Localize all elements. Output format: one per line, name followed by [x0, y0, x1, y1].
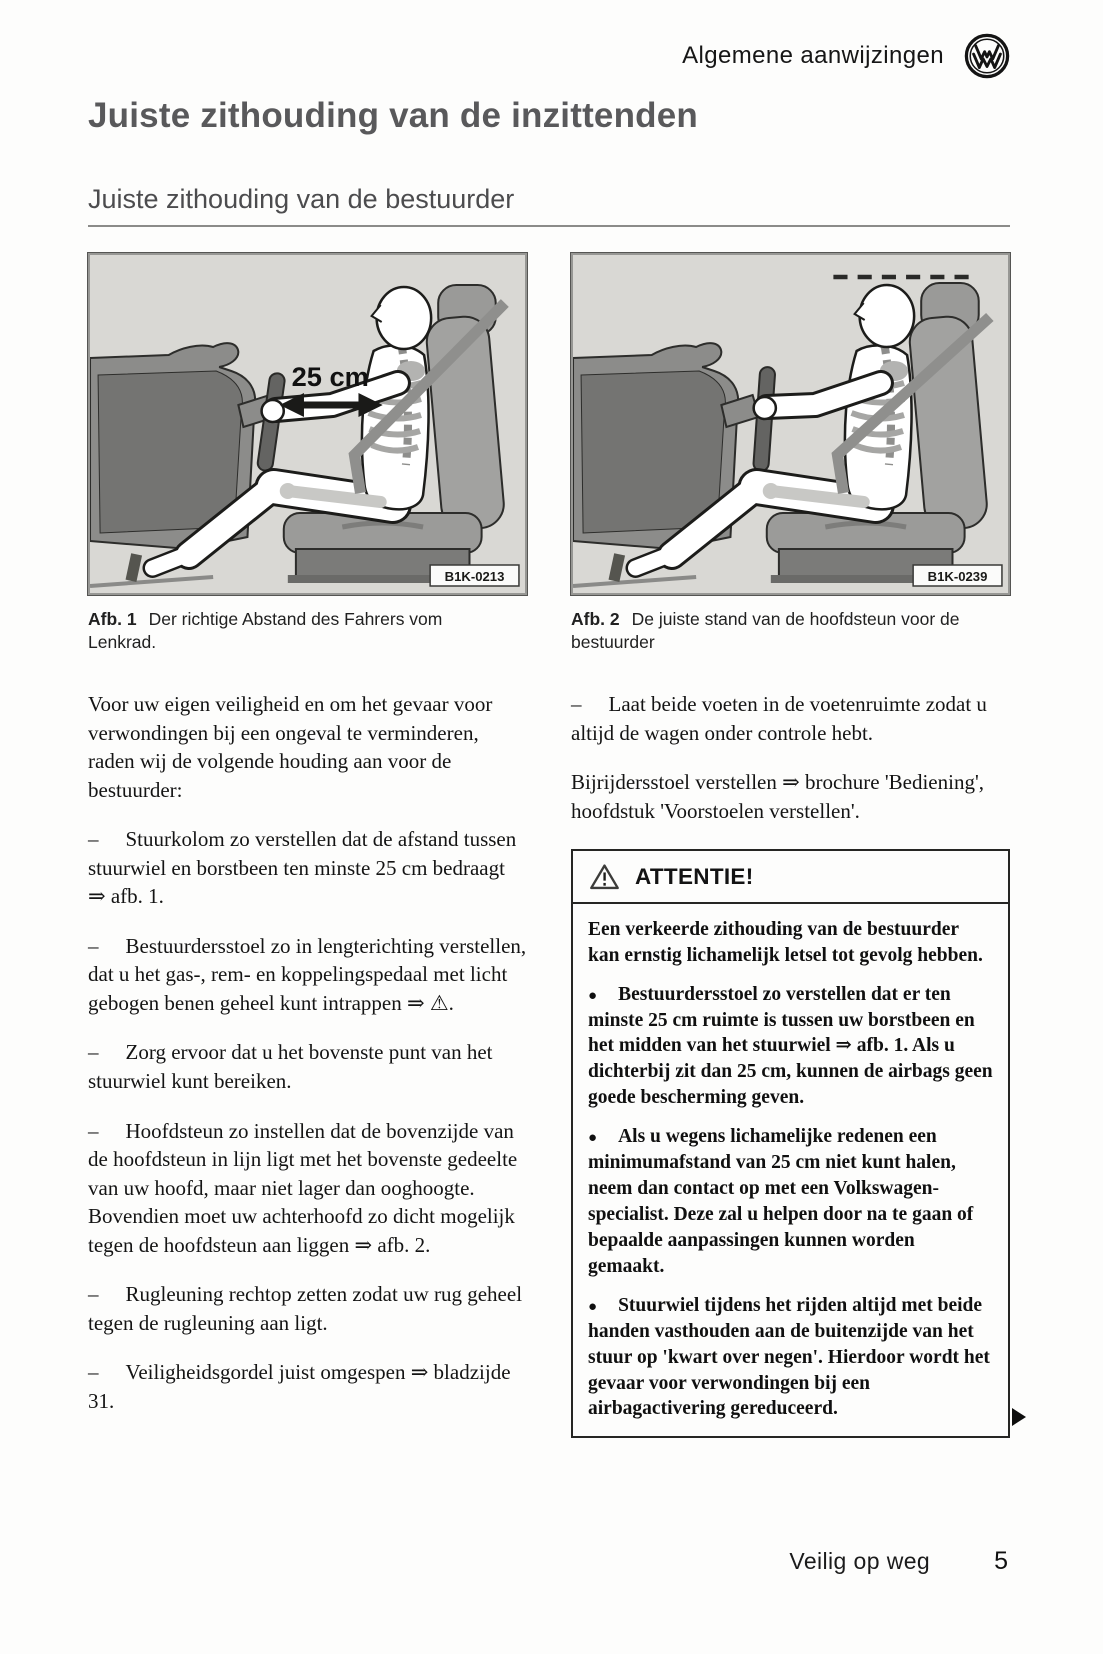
- head: [860, 285, 915, 347]
- warning-item-text: Stuurwiel tijdens het rijden altijd met beide handen vasthouden aan de buitenzijde van het stuur op 'kwart over negen'. Hierdoor wordt het gevaar voor verwondingen bij een airbagactivering gereduceerd.: [588, 1294, 990, 1420]
- intro-paragraph: Voor uw eigen veiligheid en om het gevaar voor verwondingen bij een ongeval te verminderen, raden wij de volgende houding aan voor de bestuurder:: [88, 692, 493, 802]
- figure-code-label: B1K-0239: [927, 569, 988, 584]
- hand: [754, 397, 776, 419]
- warning-body: [573, 904, 1008, 1437]
- list-item-text: Stuurkolom zo verstellen dat de afstand tussen stuurwiel en borstbeen ten minste 25 cm bedraagt ⇒ afb. 1.: [88, 827, 517, 909]
- dash-bullet-marker: –: [88, 1282, 99, 1307]
- figure-2-caption: Afb. 2 De juiste stand van de hoofdsteun voor de bestuurder: [571, 609, 960, 653]
- list-item: [571, 690, 1010, 747]
- list-item: [88, 1117, 527, 1260]
- list-item-text: Bestuurdersstoel zo in lengterichting verstellen, dat u het gas-, rem- en koppelingspedaal met licht gebogen benen geheel kunt intrappen ⇒ ⚠.: [88, 933, 527, 1015]
- figure-2-label: Afb. 2: [571, 609, 620, 629]
- dash-bullet-marker: –: [88, 1040, 99, 1065]
- dash-bullet-marker: –: [88, 1360, 99, 1385]
- warning-list-item: [588, 982, 993, 1112]
- right-column: [571, 690, 1010, 1438]
- figure-code-label: B1K-0213: [444, 569, 505, 584]
- list-item-text: Zorg ervoor dat u het bovenste punt van het stuurwiel kunt bereiken.: [88, 1040, 493, 1094]
- dash-bullet-marker: –: [88, 933, 99, 958]
- driver-position-list: [88, 825, 527, 1415]
- warning-title: ATTENTIE!: [635, 864, 754, 890]
- feet-list: [571, 690, 1010, 747]
- warning-intro: Een verkeerde zithouding van de bestuurder kan ernstig lichamelijk letsel tot gevolg hebben.: [588, 918, 983, 966]
- figure-code: [913, 565, 1002, 586]
- body-columns: [88, 690, 1010, 1438]
- hand: [262, 400, 284, 422]
- warning-list-item: [588, 1124, 993, 1280]
- page-title: Juiste zithouding van de inzittenden: [88, 96, 698, 135]
- note-paragraph: Bijrijdersstoel verstellen ⇒ brochure 'Bediening', hoofdstuk 'Voorstoelen verstellen'.: [571, 770, 984, 823]
- warning-header: [573, 851, 1008, 904]
- dot-bullet-marker: ●: [588, 1298, 598, 1315]
- list-item: [88, 1038, 527, 1095]
- page-header: [88, 30, 1010, 82]
- list-item: [88, 1358, 527, 1415]
- page-subtitle: Juiste zithouding van de bestuurder: [88, 184, 515, 214]
- section-title: Algemene aanwijzingen: [682, 42, 944, 69]
- page-footer: [789, 1547, 1008, 1576]
- left-column: [88, 690, 527, 1438]
- dash-bullet-marker: –: [88, 827, 99, 852]
- figure-1-caption: Afb. 1 Der richtige Abstand des Fahrers vom Lenkrad.: [88, 609, 443, 653]
- warning-item-text: Als u wegens lichamelijke redenen een minimumafstand van 25 cm niet kunt halen, neem dan contact op met een Volkswagen-specialist. Deze zal u helpen door na te gaan of bepaalde aanpassingen kunnen worden gemaakt.: [588, 1126, 974, 1277]
- measurement-label: 25 cm: [291, 361, 369, 392]
- figure-2: [571, 253, 1010, 660]
- head: [377, 287, 432, 349]
- warning-list-item: [588, 1293, 993, 1423]
- warning-box: [571, 849, 1010, 1438]
- list-item: [88, 932, 527, 1018]
- list-item-text: Laat beide voeten in de voetenruimte zodat u altijd de wagen onder controle hebt.: [571, 692, 987, 745]
- warning-list: [588, 982, 993, 1423]
- figure-code: [430, 565, 519, 586]
- dot-bullet-marker: ●: [588, 1130, 598, 1147]
- warning-item-text: Bestuurdersstoel zo verstellen dat er ten minste 25 cm ruimte is tussen uw borstbeen en het midden van het stuurwiel ⇒ afb. 1. Als u dichterbij zit dan 25 cm, kunnen de airbags geen goede bescherming geven.: [588, 983, 993, 1109]
- list-item-text: Hoofdsteun zo instellen dat de bovenzijde van de hoofdsteun in lijn ligt met het bovenste gedeelte van uw hoofd, maar niet lager dan ooghoogte. Bovendien moet uw achterhoofd zo dicht mogelijk tegen de hoofdsteun aan liggen ⇒ afb. 2.: [88, 1118, 518, 1257]
- dash-bullet-marker: –: [88, 1118, 99, 1143]
- dot-bullet-marker: ●: [588, 987, 598, 1004]
- figure-2-illustration: [571, 253, 1010, 595]
- footer-section-label: Veilig op weg: [789, 1548, 931, 1574]
- figure-1: [88, 253, 527, 660]
- list-item: [88, 825, 527, 911]
- vw-logo-icon: [964, 33, 1010, 79]
- warning-triangle-icon: [589, 863, 620, 891]
- figure-row: [88, 253, 1010, 660]
- list-item-text: Rugleuning rechtop zetten zodat uw rug geheel tegen de rugleuning aan ligt.: [88, 1282, 523, 1335]
- figure-1-illustration: [88, 253, 527, 595]
- continuation-arrow-icon: [1012, 1408, 1026, 1426]
- list-item-text: Veiligheidsgordel juist omgespen ⇒ bladzijde 31.: [88, 1360, 511, 1413]
- page-number: 5: [994, 1547, 1008, 1575]
- figure-1-label: Afb. 1: [88, 609, 137, 629]
- list-item: [88, 1280, 527, 1337]
- subtitle-rule: [88, 225, 1010, 227]
- dash-bullet-marker: –: [571, 692, 582, 716]
